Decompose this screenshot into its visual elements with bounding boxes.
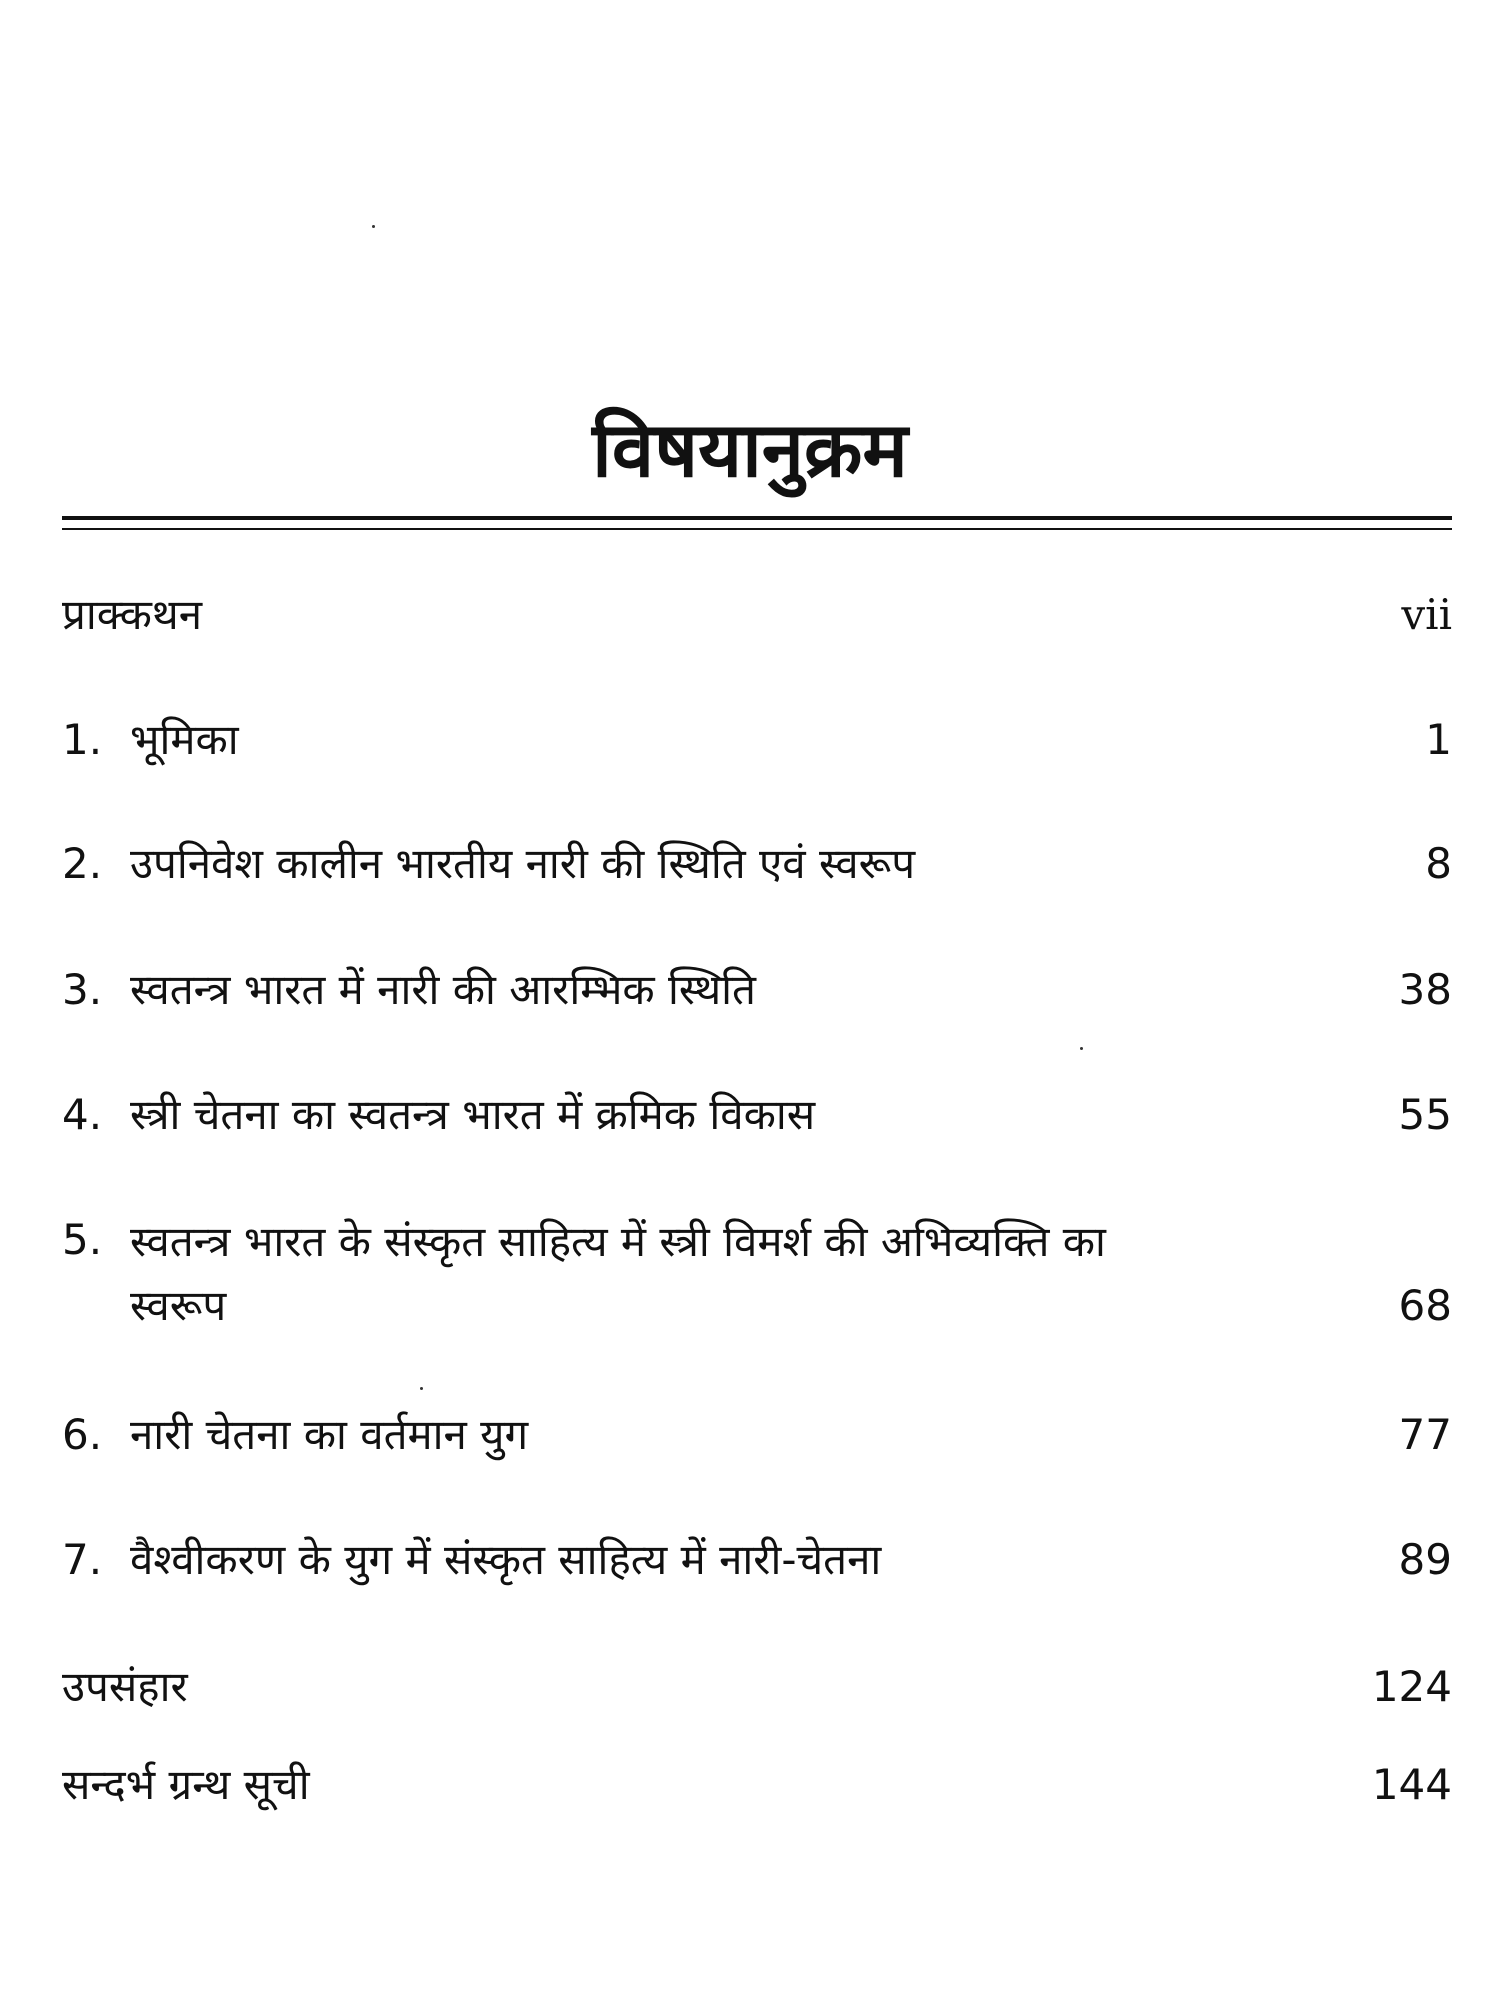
toc-entry-number: 2. [62, 839, 103, 888]
toc-entry-chapter-4[interactable] [62, 1085, 1452, 1145]
toc-entry-label: प्राक्कथन [62, 590, 203, 639]
scan-speck [1080, 1047, 1083, 1050]
toc-entry-label: वैश्वीकरण के युग में संस्कृत साहित्य में नारी-चेतना [130, 1535, 882, 1584]
toc-entry-page: 124 [1371, 1662, 1452, 1711]
toc-entry-page: 77 [1398, 1410, 1452, 1459]
toc-entry-label: उपनिवेश कालीन भारतीय नारी की स्थिति एवं स्वरूप [130, 839, 916, 888]
toc-entry-page: 68 [1398, 1281, 1452, 1330]
toc-entry-page: 8 [1425, 839, 1452, 888]
toc-entry-number: 1. [62, 715, 103, 764]
toc-entry-page: 1 [1425, 715, 1452, 764]
toc-entry-number: 3. [62, 965, 103, 1014]
toc-entry-chapter-7[interactable] [62, 1530, 1452, 1590]
toc-entry-page: 89 [1398, 1535, 1452, 1584]
toc-entry-label: सन्दर्भ ग्रन्थ सूची [62, 1760, 310, 1809]
toc-entry-number: 5. [62, 1215, 103, 1264]
toc-entry-number: 4. [62, 1090, 103, 1139]
toc-entry-chapter-2[interactable] [62, 834, 1452, 894]
page-title: विषयानुक्रम [592, 405, 908, 494]
toc-entry-conclusion[interactable] [62, 1657, 1452, 1717]
toc-entry-bibliography[interactable] [62, 1755, 1452, 1815]
toc-entry-page: 55 [1398, 1090, 1452, 1139]
toc-entry-label: स्वतन्त्र भारत के संस्कृत साहित्य में स्त्री विमर्श की अभिव्यक्ति का स्वरूप [130, 1217, 1106, 1330]
toc-entry-number: 7. [62, 1535, 103, 1584]
scan-speck [420, 1387, 423, 1390]
title-rule-thin [62, 528, 1452, 530]
scan-speck [372, 225, 375, 228]
title-rule-thick [62, 516, 1452, 520]
toc-entry-page: 144 [1371, 1760, 1452, 1809]
toc-entry-page: 38 [1398, 965, 1452, 1014]
toc-entry-preface[interactable] [62, 585, 1452, 645]
toc-entry-chapter-3[interactable] [62, 960, 1452, 1020]
toc-entry-label: भूमिका [130, 715, 239, 764]
toc-entry-page: vii [1401, 590, 1452, 639]
toc-entry-label: नारी चेतना का वर्तमान युग [130, 1410, 529, 1459]
toc-entry-label: स्त्री चेतना का स्वतन्त्र भारत में क्रमिक विकास [130, 1090, 816, 1139]
toc-entry-chapter-1[interactable] [62, 710, 1452, 770]
toc-entry-chapter-5[interactable] [62, 1210, 1452, 1340]
toc-entry-chapter-6[interactable] [62, 1405, 1452, 1465]
toc-entry-label: स्वतन्त्र भारत में नारी की आरम्भिक स्थिति [130, 965, 756, 1014]
toc-entry-number: 6. [62, 1410, 103, 1459]
toc-entry-label: उपसंहार [62, 1662, 188, 1711]
